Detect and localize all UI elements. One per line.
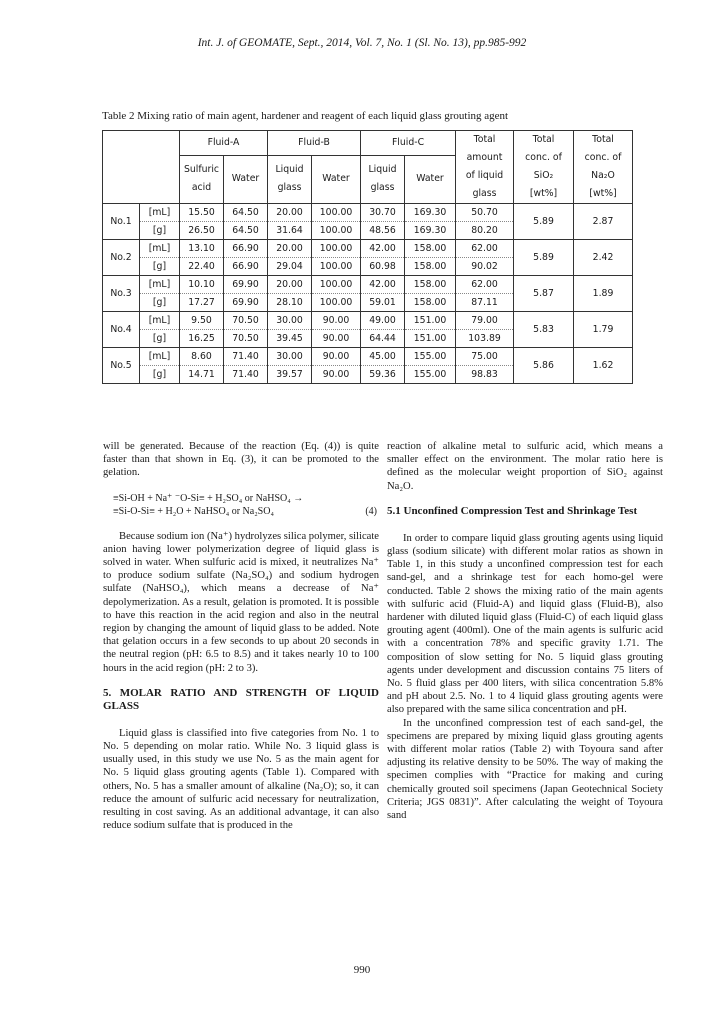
table-cell: 151.00 — [405, 312, 456, 330]
table-cell: 169.30 — [405, 204, 456, 222]
table-cell: 26.50 — [180, 222, 224, 240]
table-cell: 39.45 — [268, 330, 312, 348]
unit-cell: [mL] — [140, 348, 180, 366]
journal-header: Int. J. of GEOMATE, Sept., 2014, Vol. 7, No. 1 (Sl. No. 13), pp.985-992 — [197, 37, 527, 49]
table-cell: 100.00 — [312, 204, 361, 222]
table-cell: 90.00 — [312, 312, 361, 330]
fluid-b-header: Fluid-B — [268, 131, 361, 156]
table-body — [103, 204, 633, 384]
equation-number: (4) — [365, 505, 377, 517]
table-cell: 151.00 — [405, 330, 456, 348]
table-cell: 15.50 — [180, 204, 224, 222]
unit-cell: [mL] — [140, 276, 180, 294]
table-cell: 49.00 — [361, 312, 405, 330]
right-column — [387, 440, 663, 822]
na2o-cell: 1.79 — [574, 312, 633, 348]
table-row — [103, 276, 633, 294]
table-cell: 100.00 — [312, 222, 361, 240]
subsection-heading: 5.1 Unconfined Compression Test and Shrinkage Test — [387, 504, 638, 517]
table-cell: 158.00 — [405, 258, 456, 276]
section-heading: 5. MOLAR RATIO AND STRENGTH OF LIQUID GLASS — [103, 686, 379, 712]
table-cell: 13.10 — [180, 240, 224, 258]
sio2-cell: 5.83 — [514, 312, 574, 348]
total-sio2-header: Total conc. of SiO₂ [wt%] — [514, 131, 574, 204]
table-cell: 64.44 — [361, 330, 405, 348]
table-cell: 90.00 — [312, 330, 361, 348]
sio2-cell: 5.87 — [514, 276, 574, 312]
table-cell: 50.70 — [456, 204, 514, 222]
na2o-cell: 1.62 — [574, 348, 633, 384]
mixing-ratio-table — [102, 130, 633, 384]
table-cell: 62.00 — [456, 276, 514, 294]
table-cell: 59.01 — [361, 294, 405, 312]
table-cell: 75.00 — [456, 348, 514, 366]
unit-cell: [g] — [140, 366, 180, 384]
table-cell: 28.10 — [268, 294, 312, 312]
table-row — [103, 240, 633, 258]
table-cell: 100.00 — [312, 276, 361, 294]
unit-cell: [g] — [140, 222, 180, 240]
fluid-c-header: Fluid-C — [361, 131, 456, 156]
corner-cell — [103, 131, 180, 204]
total-na2o-header: Total conc. of Na₂O [wt%] — [574, 131, 633, 204]
total-amount-header: Total amount of liquid glass — [456, 131, 514, 204]
unit-cell: [g] — [140, 294, 180, 312]
water-header-a: Water — [224, 155, 268, 203]
table-cell: 90.00 — [312, 366, 361, 384]
table-cell: 90.00 — [312, 348, 361, 366]
table-cell: 87.11 — [456, 294, 514, 312]
fluid-a-header: Fluid-A — [180, 131, 268, 156]
unit-cell: [g] — [140, 258, 180, 276]
liquid-glass-header-c: Liquid glass — [361, 155, 405, 203]
na2o-cell: 2.87 — [574, 204, 633, 240]
table-cell: 42.00 — [361, 240, 405, 258]
table-cell: 100.00 — [312, 294, 361, 312]
unit-cell: [mL] — [140, 312, 180, 330]
table-cell: 30.70 — [361, 204, 405, 222]
row-label: No.4 — [103, 312, 140, 348]
paragraph: Because sodium ion (Na⁺) hydrolyzes silica polymer, silicate anion having lower polymerization degree of liquid glass is solved in water. When sulfuric acid is mixed, it neutralizes Na⁺ to produce sodium sulfate (Na₂SO₄) and sodium hydrogen sulfate (NaHSO₄), which means a decrease of Na⁺ depolymerization. As a result, gelation is promoted. It is possible to have this reaction in the acid region and also in the neutral region by changing the amount of liquid glass to be added. Note that gelation occurs in a few seconds to up about 20 seconds in the neutral region (pH: 6.5 to 8.5) and it takes nearly 10 to 100 hours in the acid region (pH: 2 to 3). — [103, 530, 379, 674]
table-cell: 70.50 — [224, 312, 268, 330]
water-header-b: Water — [312, 155, 361, 203]
table-cell: 158.00 — [405, 294, 456, 312]
paragraph: reaction of alkaline metal to sulfuric acid, which means a smaller effect on the environment. The molar ratio here is defined as the molecular weight proportion of SiO₂ against Na₂O. — [387, 441, 663, 492]
table-cell: 20.00 — [268, 240, 312, 258]
table-cell: 62.00 — [456, 240, 514, 258]
table-cell: 66.90 — [224, 240, 268, 258]
na2o-cell: 1.89 — [574, 276, 633, 312]
table-cell: 100.00 — [312, 258, 361, 276]
paragraph: In order to compare liquid glass grouting agents using liquid glass (sodium silicate) with different molar ratios as shown in Table 1, in this study a unconfined compression test for each sand-gel, and a shrinkage test for each homo-gel were conducted. Table 2 shows the mixing ratio of the main agents with sulfuric acid (Fluid-A) and liquid glass (Fluid-B), also hardener with diluted liquid glass (Fluid-C) of each liquid glass grouting agent (400ml). One of the main agents is sulfuric acid with a concentration 78% and specific gravity 1.71. The composition of slow setting for No. 5 liquid glass grouting agents under development and discussion contains 75 liters of No. 5 fluid glass per 400 liters, with silica concentration 5.8% and pH about 2.5. No. 1 to 4 liquid glass grouting agents were also prepared with the same silica concentration and pH. — [387, 532, 663, 716]
table-row — [103, 204, 633, 222]
table-cell: 20.00 — [268, 276, 312, 294]
table-cell: 42.00 — [361, 276, 405, 294]
table-cell: 80.20 — [456, 222, 514, 240]
row-label: No.1 — [103, 204, 140, 240]
row-label: No.3 — [103, 276, 140, 312]
table-cell: 158.00 — [405, 276, 456, 294]
table-cell: 66.90 — [224, 258, 268, 276]
left-column — [103, 440, 379, 832]
unit-cell: [mL] — [140, 204, 180, 222]
table-cell: 71.40 — [224, 366, 268, 384]
table-row — [103, 312, 633, 330]
page-number: 990 — [353, 964, 371, 976]
table-cell: 29.04 — [268, 258, 312, 276]
table-cell: 9.50 — [180, 312, 224, 330]
sulfuric-acid-header: Sulfuric acid — [180, 155, 224, 203]
table-cell: 69.90 — [224, 294, 268, 312]
row-label: No.2 — [103, 240, 140, 276]
table-cell: 70.50 — [224, 330, 268, 348]
table-cell: 45.00 — [361, 348, 405, 366]
table-cell: 64.50 — [224, 204, 268, 222]
table-cell: 100.00 — [312, 240, 361, 258]
table-row — [103, 348, 633, 366]
equation-4: ≡Si-OH + Na⁺ ⁻O-Si≡ + H₂SO₄ or NaHSO₄ → ≡Si-O-Si≡ + H₂O + NaHSO₄ or Na₂SO₄ (4) — [113, 492, 377, 517]
table-cell: 14.71 — [180, 366, 224, 384]
table-cell: 39.57 — [268, 366, 312, 384]
sio2-cell: 5.89 — [514, 204, 574, 240]
table-cell: 169.30 — [405, 222, 456, 240]
water-header-c: Water — [405, 155, 456, 203]
unit-cell: [mL] — [140, 240, 180, 258]
row-label: No.5 — [103, 348, 140, 384]
table-cell: 17.27 — [180, 294, 224, 312]
sio2-cell: 5.89 — [514, 240, 574, 276]
unit-cell: [g] — [140, 330, 180, 348]
paragraph: will be generated. Because of the reaction (Eq. (4)) is quite faster than that shown in Eq. (3), it can be promoted to the gelation. — [103, 441, 379, 479]
table-cell: 30.00 — [268, 348, 312, 366]
table-cell: 30.00 — [268, 312, 312, 330]
table-cell: 103.89 — [456, 330, 514, 348]
table-cell: 69.90 — [224, 276, 268, 294]
sio2-cell: 5.86 — [514, 348, 574, 384]
table-cell: 22.40 — [180, 258, 224, 276]
table-cell: 59.36 — [361, 366, 405, 384]
table-cell: 90.02 — [456, 258, 514, 276]
table-cell: 155.00 — [405, 348, 456, 366]
table-cell: 158.00 — [405, 240, 456, 258]
table-cell: 10.10 — [180, 276, 224, 294]
table-cell: 71.40 — [224, 348, 268, 366]
table-caption: Table 2 Mixing ratio of main agent, hardener and reagent of each liquid glass grouting agent — [102, 110, 509, 122]
table-cell: 64.50 — [224, 222, 268, 240]
table-cell: 60.98 — [361, 258, 405, 276]
table-cell: 16.25 — [180, 330, 224, 348]
table-cell: 20.00 — [268, 204, 312, 222]
table-cell: 31.64 — [268, 222, 312, 240]
paragraph: In the unconfined compression test of each sand-gel, the specimens are prepared by mixing liquid glass grouting agents with different molar ratios (Table 2) with Toyoura sand after adjusting its relative density to be 50%. The way of making the specimen complies with “Practice for making and curing chemically grouted soil specimens (Japan Geotechnical Society Criteria; JGS 0831)”. After calculating the weight of Toyoura sand — [387, 717, 663, 822]
table-cell: 79.00 — [456, 312, 514, 330]
table-cell: 48.56 — [361, 222, 405, 240]
na2o-cell: 2.42 — [574, 240, 633, 276]
table-cell: 98.83 — [456, 366, 514, 384]
liquid-glass-header-b: Liquid glass — [268, 155, 312, 203]
table-cell: 155.00 — [405, 366, 456, 384]
table-cell: 8.60 — [180, 348, 224, 366]
paragraph: Liquid glass is classified into five categories from No. 1 to No. 5 depending on molar ratio. While No. 3 liquid glass is usually used, in this study we use No. 5 as the main agent for No. 5 liquid glass grouting agents (Table 1). Compared with others, No. 5 has a smaller amount of alkaline (Na₂O); so, it can reduce the amount of sulfuric acid necessary for neutralization, resulting in cost saving. As an additional advantage, it can also reduce sodium sulfate that is produced in the — [103, 727, 379, 832]
